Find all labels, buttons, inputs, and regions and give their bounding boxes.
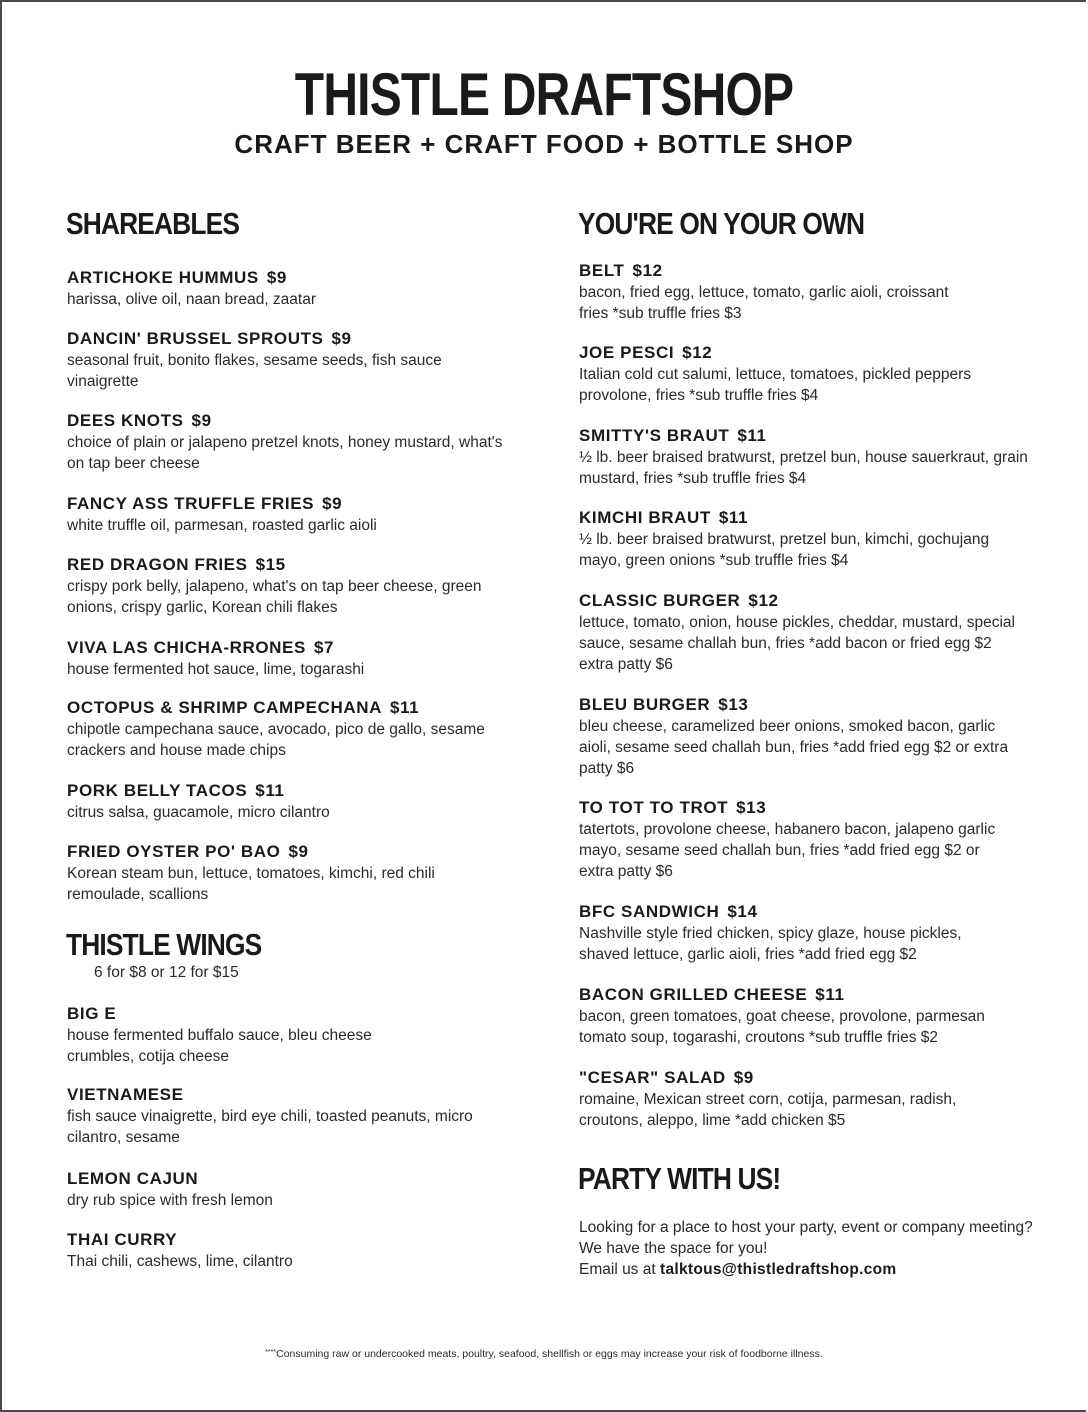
item-name: ARTICHOKE HUMMUS (67, 268, 259, 287)
section-title-party: PARTY WITH US! (578, 1161, 781, 1196)
item-description: ½ lb. beer braised bratwurst, pretzel bun, kimchi, gochujang mayo, green onions *sub truffle fries $4 (579, 531, 990, 569)
item-name: FRIED OYSTER PO' BAO (67, 842, 281, 861)
item-price: $12 (632, 261, 663, 280)
menu-item (579, 342, 1029, 406)
menu-item (579, 694, 1029, 779)
item-description: choice of plain or jalapeno pretzel knots, honey mustard, what's on tap beer cheese (67, 434, 503, 472)
item-description: tatertots, provolone cheese, habanero bacon, jalapeno garlic mayo, sesame seed challah bun, fries *add fried egg $2 or extra patty $6 (579, 821, 996, 880)
menu-item (67, 697, 507, 761)
item-name: BACON GRILLED CHEESE (579, 985, 808, 1004)
item-description: bleu cheese, caramelized beer onions, smoked bacon, garlic aioli, sesame seed challah bun, fries *add fried egg $2 or extra patty $6 (579, 718, 1009, 777)
item-description: bacon, green tomatoes, goat cheese, provolone, parmesan tomato soup, togarashi, croutons *sub truffle fries $2 (579, 1008, 985, 1046)
menu-item (579, 425, 1029, 489)
item-description: house fermented buffalo sauce, bleu cheese crumbles, cotija cheese (67, 1027, 372, 1065)
menu-item (579, 1067, 1029, 1131)
section-title-youre-on-your-own: YOU'RE ON YOUR OWN (578, 206, 865, 241)
footnote-asterisks: **** (265, 1349, 277, 1356)
item-name: SMITTY'S BRAUT (579, 426, 730, 445)
item-name: VIETNAMESE (67, 1085, 184, 1104)
menu-item (579, 260, 1029, 324)
menu-item (579, 901, 1029, 965)
item-description: lettuce, tomato, onion, house pickles, cheddar, mustard, special sauce, sesame challah bun, fries *add bacon or fried egg $2 extra patty $6 (579, 614, 1015, 673)
item-price: $11 (255, 781, 285, 800)
party-description: Looking for a place to host your party, event or company meeting? We have the space for you! (579, 1219, 1033, 1257)
email-link[interactable]: talktous@thistledraftshop.com (659, 1261, 897, 1278)
menu-item (67, 1084, 507, 1148)
item-name: TO TOT TO TROT (579, 798, 729, 817)
item-name: THAI CURRY (67, 1230, 178, 1249)
item-name: RED DRAGON FRIES (67, 555, 248, 574)
menu-item (67, 493, 507, 536)
item-description: romaine, Mexican street corn, cotija, parmesan, radish, croutons, aleppo, lime *add chicken $5 (579, 1091, 957, 1129)
menu-item (579, 507, 1029, 571)
menu-item (67, 267, 507, 310)
item-description: ½ lb. beer braised bratwurst, pretzel bun, house sauerkraut, grain mustard, fries *sub truffle fries $4 (579, 449, 1028, 487)
item-price: $11 (718, 508, 749, 527)
menu-item (67, 1229, 507, 1272)
item-name: "CESAR" SALAD (579, 1068, 726, 1087)
item-name: KIMCHI BRAUT (579, 508, 711, 527)
item-price: $13 (718, 695, 749, 714)
item-price: $11 (815, 985, 845, 1004)
item-price: $12 (682, 343, 713, 362)
item-description: citrus salsa, guacamole, micro cilantro (67, 804, 330, 821)
menu-item (67, 1003, 507, 1067)
item-price: $9 (733, 1068, 754, 1087)
item-name: BLEU BURGER (579, 695, 711, 714)
item-price: $9 (331, 329, 352, 348)
item-description: white truffle oil, parmesan, roasted garlic aioli (67, 517, 377, 534)
item-description: dry rub spice with fresh lemon (67, 1192, 273, 1209)
item-name: JOE PESCI (579, 343, 675, 362)
item-description: seasonal fruit, bonito flakes, sesame seeds, fish sauce vinaigrette (67, 352, 442, 390)
item-name: CLASSIC BURGER (579, 591, 741, 610)
item-description: bacon, fried egg, lettuce, tomato, garlic aioli, croissant fries *sub truffle fries $3 (579, 284, 949, 322)
item-price: $14 (727, 902, 758, 921)
menu-item (67, 410, 507, 474)
item-description: harissa, olive oil, naan bread, zaatar (67, 291, 317, 308)
item-name: VIVA LAS CHICHA-RRONES (67, 638, 306, 657)
item-name: BIG E (67, 1004, 117, 1023)
item-name: OCTOPUS & SHRIMP CAMPECHANA (67, 698, 382, 717)
wings-pricing: 6 for $8 or 12 for $15 (94, 964, 239, 981)
item-name: LEMON CAJUN (67, 1169, 199, 1188)
menu-item (67, 1168, 507, 1211)
item-description: Korean steam bun, lettuce, tomatoes, kimchi, red chili remoulade, scallions (67, 865, 435, 903)
party-contact (579, 1259, 1039, 1280)
item-price: $9 (266, 268, 287, 287)
item-price: $11 (737, 426, 767, 445)
menu-item (67, 554, 507, 618)
restaurant-name: THISTLE DRAFTSHOP (294, 61, 794, 128)
section-title-wings: THISTLE WINGS (66, 927, 262, 962)
section-title-shareables: SHAREABLES (66, 206, 240, 241)
food-safety-notice (2, 1346, 1086, 1361)
item-name: DEES KNOTS (67, 411, 184, 430)
item-description: Thai chili, cashews, lime, cilantro (67, 1253, 293, 1270)
item-description: house fermented hot sauce, lime, togarashi (67, 661, 365, 678)
item-name: DANCIN' BRUSSEL SPROUTS (67, 329, 324, 348)
menu-item (579, 590, 1029, 675)
item-price: $12 (748, 591, 779, 610)
item-name: PORK BELLY TACOS (67, 781, 248, 800)
item-description: Nashville style fried chicken, spicy glaze, house pickles, shaved lettuce, garlic aioli, fries *add fried egg $2 (579, 925, 962, 963)
item-price: $9 (191, 411, 212, 430)
item-description: crispy pork belly, jalapeno, what's on tap beer cheese, green onions, crispy garlic, Korean chili flakes (67, 578, 482, 616)
menu-item (67, 328, 507, 392)
item-price: $9 (288, 842, 309, 861)
party-info (579, 1217, 1039, 1280)
restaurant-tagline: CRAFT BEER + CRAFT FOOD + BOTTLE SHOP (234, 129, 854, 159)
item-price: $7 (313, 638, 335, 657)
item-description: fish sauce vinaigrette, bird eye chili, toasted peanuts, micro cilantro, sesame (67, 1108, 473, 1146)
item-price: $11 (390, 698, 420, 717)
item-description: chipotle campechana sauce, avocado, pico de gallo, sesame crackers and house made chips (67, 721, 485, 759)
item-price: $13 (736, 798, 767, 817)
menu-item (67, 637, 507, 680)
menu-item (579, 797, 1029, 882)
email-prefix: Email us at (579, 1261, 656, 1278)
item-price: $9 (322, 494, 343, 513)
menu-item (67, 841, 507, 905)
menu-item (67, 780, 507, 823)
menu-item (579, 984, 1029, 1048)
footnote-text: Consuming raw or undercooked meats, poultry, seafood, shellfish or eggs may increase your risk of foodborne illness. (276, 1348, 823, 1360)
item-name: BFC SANDWICH (579, 902, 720, 921)
item-price: $15 (255, 555, 286, 574)
item-name: FANCY ASS TRUFFLE FRIES (67, 494, 315, 513)
item-description: Italian cold cut salumi, lettuce, tomatoes, pickled peppers provolone, fries *sub truffle fries $4 (579, 366, 972, 404)
item-name: BELT (579, 261, 625, 280)
